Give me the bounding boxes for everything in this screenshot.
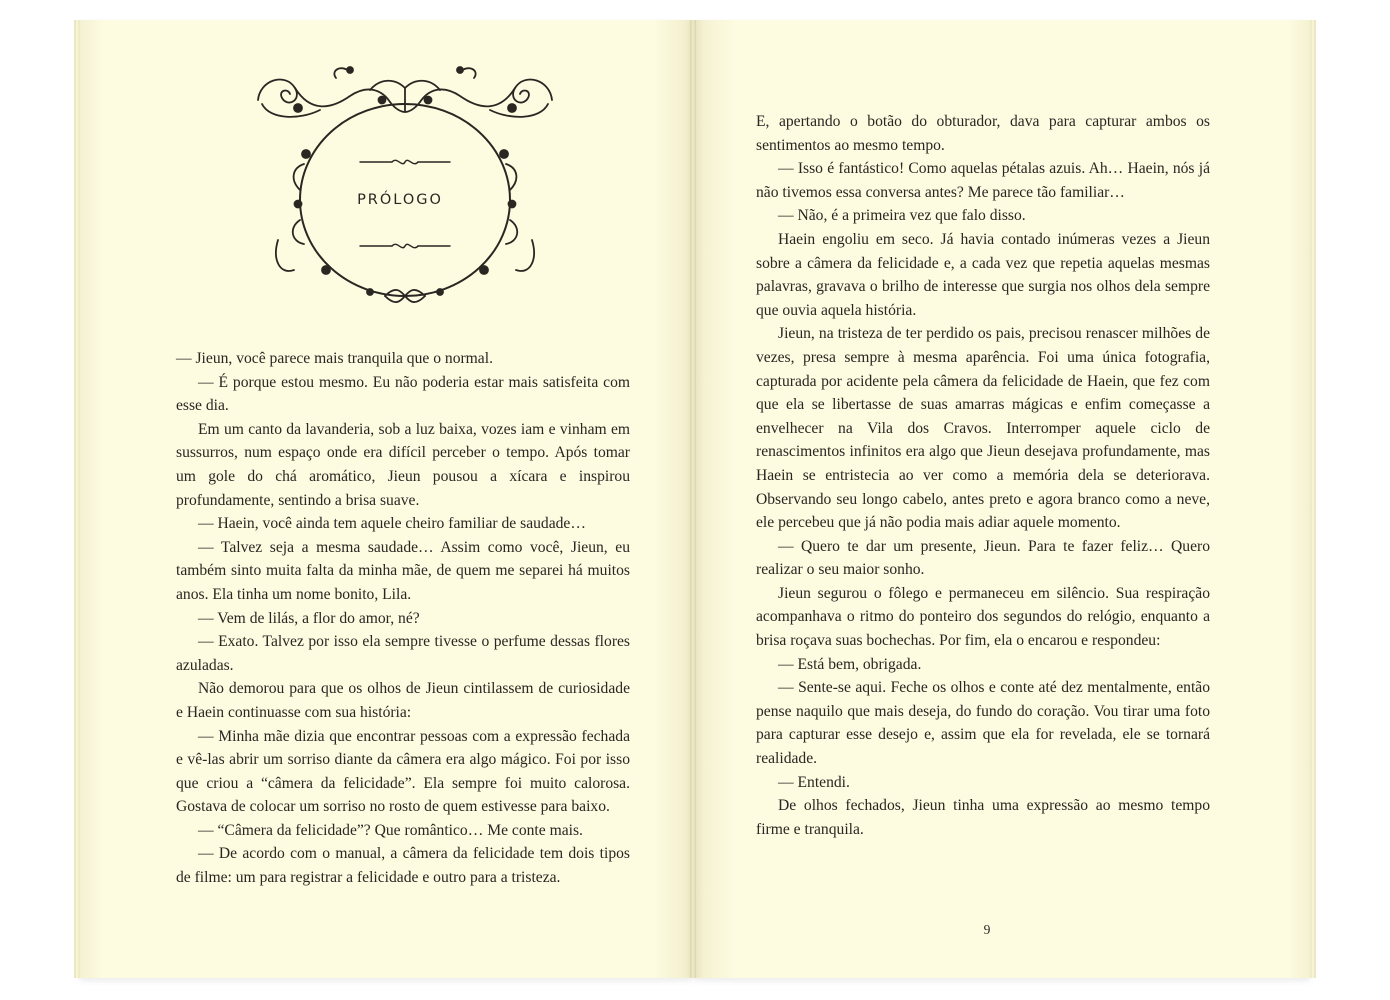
paragraph: Em um canto da lavanderia, sob a luz baixa, vozes iam e vinham em sussurros, num espaço onde era difícil perceber o tempo. Após tomar um gole do chá aromático, Jieun pousou a xícara e inspirou profundamente, sentindo a brisa suave. (176, 420, 630, 509)
right-page-text (756, 110, 1210, 841)
paragraph: E, apertando o botão do obturador, dava para capturar ambos os sentimentos ao mesmo tempo. (756, 113, 1210, 154)
page-number: 9 (983, 922, 991, 937)
paragraph: — Sente-se aqui. Feche os olhos e conte até dez mentalmente, então pense naquilo que mais deseja, do fundo do coração. Vou tirar uma foto para capturar esse desejo e, assim que ela for revelada, ele se tornará realidade. (756, 679, 1210, 768)
paragraph: — Haein, você ainda tem aquele cheiro familiar de saudade… (198, 515, 586, 533)
book-gutter (690, 20, 696, 978)
paragraph: — “Câmera da felicidade”? Que romântico… Me conte mais. (198, 821, 583, 839)
paragraph: — Vem de lilás, a flor do amor, né? (198, 609, 420, 627)
paragraph: — Isso é fantástico! Como aquelas pétalas azuis. Ah… Haein, nós já não tivemos essa conversa antes? Me parece tão familiar… (756, 160, 1210, 201)
paragraph: Jieun segurou o fôlego e permaneceu em silêncio. Sua respiração acompanhava o ritmo do ponteiro dos segundos do relógio, enquanto a brisa roçava suas bochechas. Por fim, ela o encarou e respondeu: (756, 584, 1210, 650)
paragraph: Jieun, na tristeza de ter perdido os pais, precisou renascer milhões de vezes, presa sempre à mesma aparência. Foi uma única fotografia, capturada por acidente pela câmera da felicidade de Haein, que fez com que ela se libertasse de suas amarras mágicas e enfim começasse a envelhecer na Vila dos Cravos. Interromper aquele ciclo de renascimentos infinitos era algo que Jieun desejava profundamente, mas Haein se entristecia ao ver como a memória dela se deteriorava. Observando seu longo cabelo, antes preto e agora branco como a neve, ele percebeu que já não podia mais adiar aquele momento. (756, 325, 1210, 532)
prologue-ornament-frame (250, 60, 560, 310)
paragraph: — Não, é a primeira vez que falo disso. (778, 207, 1026, 225)
paragraph: — Entendi. (778, 773, 850, 791)
paragraph: — Está bem, obrigada. (778, 655, 922, 673)
left-page-text (176, 347, 630, 890)
paragraph: — É porque estou mesmo. Eu não poderia estar mais satisfeita com esse dia. (176, 373, 630, 415)
chapter-heading: PRÓLOGO (357, 192, 443, 208)
paragraph: De olhos fechados, Jieun tinha uma expressão ao mesmo tempo firme e tranquila. (756, 797, 1210, 838)
paragraph: — Minha mãe dizia que encontrar pessoas com a expressão fechada e vê-las abrir um sorriso diante da câmera era algo mágico. Foi por isso que criou a “câmera da felicidade”. Ela sempre foi muito calorosa. Gostava de colocar um sorriso no rosto de quem estivesse para baixo. (176, 727, 630, 816)
paragraph: Não demorou para que os olhos de Jieun cintilassem de curiosidade e Haein continuasse com sua história: (176, 680, 630, 721)
paragraph: — Jieun, você parece mais tranquila que o normal. (176, 350, 493, 367)
paragraph: — Exato. Talvez por isso ela sempre tivesse o perfume dessas flores azuladas. (176, 633, 630, 674)
paragraph: — Talvez seja a mesma saudade… Assim como você, Jieun, eu também sinto muita falta da minha mãe, de quem me separei há muitos anos. Ela tinha um nome bonito, Lila. (176, 538, 630, 603)
paragraph: — De acordo com o manual, a câmera da felicidade tem dois tipos de filme: um para registrar a felicidade e outro para a tristeza. (176, 845, 630, 887)
paragraph: Haein engoliu em seco. Já havia contado inúmeras vezes a Jieun sobre a câmera da felicidade e, a cada vez que repetia aquelas mesmas palavras, gravava o brilho de interesse que surgia nos olhos dela sempre que ouvia aquela história. (756, 230, 1210, 319)
paragraph: — Quero te dar um presente, Jieun. Para te fazer feliz… Quero realizar o seu maior sonho. (756, 537, 1210, 579)
